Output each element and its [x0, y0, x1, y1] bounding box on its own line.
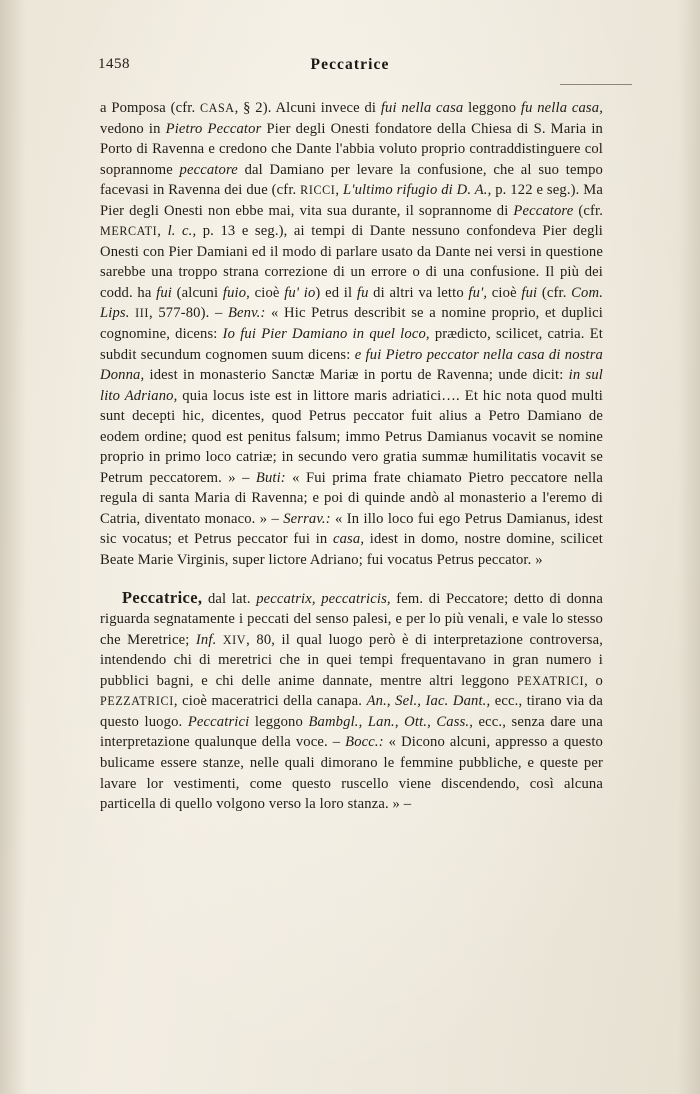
page-header — [98, 56, 602, 76]
entry-peccatrice: Peccatrice, dal lat. peccatrix, peccatricis, fem. di Peccatore; detto di donna riguarda segnatamente i peccati del senso palesi, e per lo più venali, e vale lo stesso che Meretrice; Inf. XIV, 80, il qual luogo però è di interpretazione controversa, intendendo chi di meretrici che in quei tempi frequentavano in gran numero i pubblici bagni, e chi delle anime dannate, mentre altri leggono PEXATRICI, o PEZZATRICI, cioè maceratrici della canapa. An., Sel., Iac. Dant., ecc., tirano via da questo luogo. Peccatrici leggono Bambgl., Lan., Ott., Cass., ecc., senza dare una interpretazione qualunque della voce. – Bocc.: « Dicono alcuni, appresso a questo bulicame essere stanze, nelle quali dimorano le femmine pubbliche, e queste per lavare lor vestimenti, come questo ruscello viene discendendo, così alcuna particella di quello volgono verso la loro stanza. » – — [100, 587, 604, 813]
running-title: Peccatrice — [310, 56, 390, 73]
page-body — [100, 98, 603, 815]
paragraph-peccator-continuation: a Pomposa (cfr. CASA, § 2). Alcuni invece di fui nella casa leggono fu nella casa, vedono in Pietro Peccator Pier degli Onesti fondatore della Chiesa di S. Maria in Porto di Ravenna e credono che Dante l'abbia voluto proprio contraddistinguere col soprannome peccatore dal Damiano per levare la confusione, che al suo tempo facevasi in Ravenna dei due (cfr. RICCI, L'ultimo rifugio di D. A., p. 122 e seg.). Ma Pier degli Onesti non ebbe mai, vita sua durante, il soprannome di Peccatore (cfr. MERCATI, l. c., p. 13 e seg.), ai tempi di Dante nessuno confondeva Pier degli Onesti con Pier Damiani ed il modo di parlare usato da Dante nei versi in questione sarebbe una troppo strana correzione di un errore o di una confusione. Il più dei codd. ha fui (alcuni fuio, cioè fu' io) ed il fu di altri va letto fu', cioè fui (cfr. Com. Lips. III, 577-80). – Benv.: « Hic Petrus describit se a nomine proprio, et duplici cognomine, dicens: Io fui Pier Damiano in quel loco, prædicto, scilicet, catria. Et subdit secundum cognomen suum dicens: e fui Pietro peccator nella casa di nostra Donna, idest in monasterio Sanctæ Mariæ in portu de Ravenna; unde dicit: in sul lito Adriano, quia locus iste est in littore maris adriatici…. Et hic nota quod multi sunt decepti hic, dicentes, quod Petrus peccator fuit alius a Petro Damiano de eodem ordine; quod est penitus falsum; immo Petrus Damianus vocavit se nomine proprio in primo loco catriæ; in secundo vero gratia summæ humilitatis vocavit se Petrum peccatorem. » – Buti: « Fui prima frate chiamato Pietro peccatore nella regula di santa Maria di Ravenna; e poi di quinde andò al monasterio a l'eremo di Catria, diventato monaco. » – Serrav.: « In illo loco fui ego Petrus Damianus, idest sic vocatus; et Petrus peccator fui in casa, idest in domo, nostre domine, scilicet Beate Marie Virginis, super lictore Adriano; fui vocatus Petrus peccator. » — [100, 100, 604, 569]
header-rule — [560, 84, 632, 85]
folio-number: 1458 — [98, 56, 130, 72]
